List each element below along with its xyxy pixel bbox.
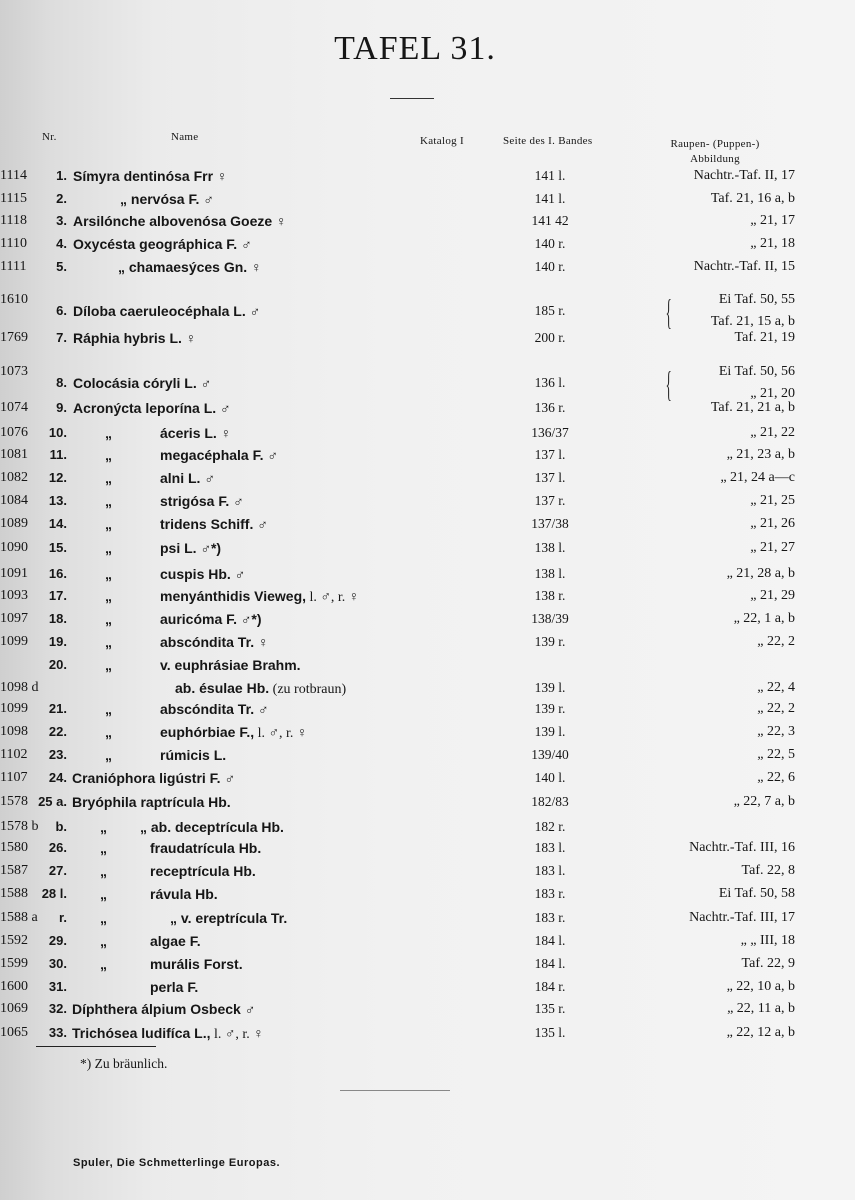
brace-mark: { (665, 364, 672, 404)
raupen-cell-second: Taf. 21, 15 a, b (710, 314, 795, 329)
species-name-text: rávula Hb. (150, 886, 218, 902)
katalog-cell: 1107 (0, 770, 28, 785)
species-name-text: „ nervósa F. ♂ (120, 191, 214, 207)
katalog-cell: 1073 (0, 364, 28, 379)
species-name-text: receptrícula Hb. (150, 863, 256, 879)
species-name-text: Trichósea ludifíca L., (72, 1025, 211, 1041)
table-row (0, 933, 855, 955)
ditto-mark: „ (105, 634, 112, 650)
table-row (0, 425, 855, 447)
species-name-note: l. ♂, r. ♀ (306, 590, 360, 605)
row-number: 31. (48, 979, 67, 994)
seite-cell: 138 l. (534, 540, 566, 555)
species-name (160, 566, 245, 582)
species-name-text: psi L. ♂*) (160, 540, 222, 556)
raupen-cell: „ „ III, 18 (740, 933, 795, 948)
katalog-cell: 1089 (0, 516, 28, 531)
row-number: 32. (48, 1001, 67, 1016)
table-row (0, 540, 855, 562)
table-row (0, 794, 855, 816)
row-number: 11. (49, 447, 67, 462)
row-number: 7. (56, 330, 67, 345)
species-name-text: „ ab. deceptrícula Hb. (140, 819, 284, 835)
table-row (0, 1025, 855, 1047)
species-name-note: l. ♂, r. ♀ (254, 726, 308, 741)
header-nr: Nr. (42, 131, 57, 143)
seite-cell: 141 l. (534, 168, 566, 183)
species-name-text: fraudatrícula Hb. (150, 840, 262, 856)
katalog-cell: 1090 (0, 540, 28, 555)
row-number: 24. (48, 770, 67, 785)
seite-cell: 137/38 (531, 516, 569, 531)
seite-cell: 184 r. (534, 979, 566, 994)
species-name (160, 425, 231, 441)
row-number: 2. (56, 191, 67, 206)
katalog-cell: 1592 (0, 933, 28, 948)
katalog-cell: 1093 (0, 588, 28, 603)
katalog-cell: 1069 (0, 1001, 28, 1016)
row-number: 14. (48, 516, 67, 531)
seite-cell: 141 l. (534, 191, 566, 206)
ditto-mark: „ (105, 447, 112, 463)
seite-cell: 184 l. (534, 933, 566, 948)
brace-mark: { (665, 292, 672, 332)
species-name-text: ab. ésulae Hb. (175, 680, 270, 696)
header-seite: Seite des I. Bandes (503, 135, 593, 147)
seite-cell: 139/40 (531, 747, 569, 762)
species-name-text: perla F. (150, 979, 199, 995)
katalog-cell: 1599 (0, 956, 28, 971)
raupen-cell: „ 22, 4 (757, 680, 795, 695)
row-number: 27. (48, 863, 67, 878)
table-row (0, 236, 855, 258)
table-row (0, 400, 855, 422)
katalog-cell: 1102 (0, 747, 28, 762)
katalog-cell: 1082 (0, 470, 28, 485)
seite-cell: 137 r. (534, 493, 566, 508)
seite-cell: 137 l. (534, 447, 566, 462)
header-katalog: Katalog I (420, 135, 464, 147)
species-name-text: tridens Schiff. ♂ (160, 516, 268, 532)
species-name (150, 863, 256, 879)
species-name (160, 540, 221, 556)
species-name-text: Símyra dentinósa Frr ♀ (73, 168, 228, 184)
footer-publisher: Spuler, Die Schmetterlinge Europas. (73, 1157, 280, 1169)
row-number: 19. (48, 634, 67, 649)
seite-cell: 182 r. (534, 819, 566, 834)
raupen-cell: „ 22, 6 (757, 770, 795, 785)
species-name-text: megacéphala F. ♂ (160, 447, 278, 463)
raupen-cell: Ei Taf. 50, 58 (718, 886, 795, 901)
katalog-cell: 1578 b (0, 819, 39, 834)
species-name (72, 770, 235, 786)
seite-cell: 185 r. (534, 303, 566, 318)
species-name (73, 330, 196, 346)
table-row (0, 447, 855, 469)
row-number: 10. (48, 425, 67, 440)
species-name (150, 840, 261, 856)
species-name-text: Díloba caeruleocéphala L. ♂ (73, 303, 261, 319)
katalog-cell: 1578 (0, 794, 28, 809)
ditto-mark: „ (100, 933, 107, 949)
species-name (160, 657, 301, 673)
seite-cell: 137 l. (534, 470, 566, 485)
raupen-cell-second: „ 21, 20 (750, 386, 795, 401)
seite-cell: 135 r. (534, 1001, 566, 1016)
species-name (72, 1025, 264, 1043)
species-name-text: „ chamaesýces Gn. ♀ (118, 259, 262, 275)
seite-cell: 136/37 (531, 425, 569, 440)
ditto-mark: „ (105, 425, 112, 441)
raupen-cell: Nachtr.-Taf. III, 17 (689, 910, 795, 925)
seite-cell: 184 l. (534, 956, 566, 971)
species-name (160, 470, 215, 486)
row-number: 4. (56, 236, 67, 251)
species-name (160, 447, 278, 463)
species-name (73, 213, 287, 229)
raupen-cell: „ 22, 11 a, b (727, 1001, 795, 1016)
katalog-cell: 1091 (0, 566, 28, 581)
species-name (160, 588, 359, 606)
table-row (0, 657, 855, 679)
species-name (170, 910, 287, 926)
table-row (0, 910, 855, 932)
katalog-cell: 1098 d (0, 680, 39, 695)
table-row (0, 611, 855, 633)
bottom-rule (340, 1090, 450, 1091)
species-name (73, 375, 211, 391)
katalog-cell: 1110 (0, 236, 27, 251)
species-name-text: auricóma F. ♂*) (160, 611, 262, 627)
raupen-cell: Taf. 21, 19 (734, 330, 795, 345)
species-name-text: Ráphia hybris L. ♀ (73, 330, 197, 346)
table-row (0, 168, 855, 190)
ditto-mark: „ (100, 910, 107, 926)
katalog-cell: 1769 (0, 330, 28, 345)
species-name-text: v. euphrásiae Brahm. (160, 657, 301, 673)
table-row (0, 191, 855, 213)
species-name-note: l. ♂, r. ♀ (210, 1027, 264, 1042)
katalog-cell: 1097 (0, 611, 28, 626)
raupen-cell: „ 22, 5 (757, 747, 795, 762)
katalog-cell: 1588 a (0, 910, 38, 925)
species-name (73, 168, 227, 184)
raupen-cell: „ 22, 2 (757, 701, 795, 716)
seite-cell: 138 r. (534, 588, 566, 603)
seite-cell: 135 l. (534, 1025, 566, 1040)
row-number: 33. (48, 1025, 67, 1040)
species-name-text: „ v. ereptrícula Tr. (170, 910, 288, 926)
katalog-cell: 1076 (0, 425, 28, 440)
katalog-cell: 1099 (0, 634, 28, 649)
raupen-cell: „ 21, 22 (750, 425, 795, 440)
row-number: 25 a. (38, 794, 67, 809)
row-number: 15. (48, 540, 67, 555)
raupen-cell: Ei Taf. 50, 55 (718, 292, 795, 307)
raupen-cell: „ 21, 17 (750, 213, 795, 228)
row-number: 18. (48, 611, 67, 626)
table-row (0, 701, 855, 723)
page-title: TAFEL 31. (334, 30, 496, 67)
table-row (0, 863, 855, 885)
species-name (150, 956, 243, 972)
species-name-text: Díphthera álpium Osbeck ♂ (72, 1001, 256, 1017)
seite-cell: 139 r. (534, 701, 566, 716)
katalog-cell: 1118 (0, 213, 27, 228)
species-name (140, 819, 284, 835)
seite-cell: 140 l. (534, 770, 566, 785)
katalog-cell: 1065 (0, 1025, 28, 1040)
row-number: 9. (56, 400, 67, 415)
species-name-text: Acronýcta leporína L. ♂ (73, 400, 231, 416)
ditto-mark: „ (105, 566, 112, 582)
ditto-mark: „ (100, 886, 107, 902)
raupen-cell: „ 22, 7 a, b (733, 794, 795, 809)
ditto-mark: „ (105, 540, 112, 556)
species-name (150, 886, 218, 902)
raupen-cell: „ 21, 24 a—c (720, 470, 795, 485)
table-row (0, 956, 855, 978)
header-raupen: Raupen- (Puppen-) Abbildung (670, 138, 760, 165)
species-name (160, 634, 269, 650)
row-number: r. (59, 910, 67, 925)
katalog-cell: 1114 (0, 168, 27, 183)
raupen-cell: „ 22, 12 a, b (726, 1025, 795, 1040)
species-name (160, 701, 269, 717)
raupen-cell: „ 21, 18 (750, 236, 795, 251)
table-row (0, 259, 855, 281)
katalog-cell: 1610 (0, 292, 28, 307)
table-row (0, 770, 855, 792)
seite-cell: 183 r. (534, 910, 566, 925)
table-row (0, 566, 855, 588)
species-name (73, 236, 252, 252)
row-number: 26. (48, 840, 67, 855)
species-name (160, 724, 307, 742)
table-row (0, 493, 855, 515)
row-number: b. (55, 819, 67, 834)
raupen-cell: „ 21, 26 (750, 516, 795, 531)
table-row (0, 588, 855, 610)
katalog-cell: 1580 (0, 840, 28, 855)
row-number: 29. (48, 933, 67, 948)
species-name (120, 191, 214, 207)
species-name (150, 979, 198, 995)
ditto-mark: „ (105, 493, 112, 509)
row-number: 12. (48, 470, 67, 485)
seite-cell: 183 r. (534, 886, 566, 901)
seite-cell: 140 r. (534, 259, 566, 274)
species-name-text: Colocásia córyli L. ♂ (73, 375, 212, 391)
seite-cell: 182/83 (531, 794, 569, 809)
katalog-cell: 1587 (0, 863, 28, 878)
table-row (0, 680, 855, 702)
raupen-cell: „ 21, 23 a, b (726, 447, 795, 462)
species-name-text: alni L. ♂ (160, 470, 215, 486)
species-name-text: abscóndita Tr. ♀ (160, 634, 269, 650)
species-name-text: rúmicis L. (160, 747, 227, 763)
raupen-cell: „ 22, 3 (757, 724, 795, 739)
katalog-cell: 1115 (0, 191, 27, 206)
species-name (73, 400, 231, 416)
species-name (160, 747, 226, 763)
ditto-mark: „ (100, 956, 107, 972)
seite-cell: 183 l. (534, 840, 566, 855)
table-row (0, 292, 855, 332)
ditto-mark: „ (100, 863, 107, 879)
species-name (72, 794, 231, 810)
species-name-text: murális Forst. (150, 956, 243, 972)
raupen-cell: „ 21, 28 a, b (726, 566, 795, 581)
katalog-cell: 1081 (0, 447, 28, 462)
row-number: 22. (48, 724, 67, 739)
raupen-cell: Taf. 21, 21 a, b (710, 400, 795, 415)
katalog-cell: 1588 (0, 886, 28, 901)
ditto-mark: „ (105, 516, 112, 532)
species-name-text: Arsilónche albovenósa Goeze ♀ (73, 213, 287, 229)
raupen-cell: „ 21, 29 (750, 588, 795, 603)
species-name-text: euphórbiae F., (160, 724, 255, 740)
raupen-cell: Nachtr.-Taf. III, 16 (689, 840, 795, 855)
row-number: 30. (48, 956, 67, 971)
species-name (150, 933, 201, 949)
species-name-text: strigósa F. ♂ (160, 493, 244, 509)
katalog-cell: 1099 (0, 701, 28, 716)
species-name-text: cuspis Hb. ♂ (160, 566, 246, 582)
raupen-cell: Taf. 22, 9 (741, 956, 795, 971)
katalog-cell: 1098 (0, 724, 28, 739)
seite-cell: 200 r. (534, 330, 566, 345)
header-name: Name (171, 131, 199, 143)
species-name-text: áceris L. ♀ (160, 425, 232, 441)
species-name-text: menyánthidis Vieweg, (160, 588, 307, 604)
footnote: *) Zu bräunlich. (80, 1056, 168, 1071)
table-row (0, 819, 855, 841)
species-name-text: algae F. (150, 933, 201, 949)
table-row (0, 886, 855, 908)
species-name (72, 1001, 255, 1017)
row-number: 1. (56, 168, 67, 183)
row-number: 21. (48, 701, 67, 716)
table-row (0, 1001, 855, 1023)
row-number: 8. (56, 375, 67, 390)
table-row (0, 516, 855, 538)
table-row (0, 840, 855, 862)
species-name-text: Bryóphila raptrícula Hb. (72, 794, 231, 810)
seite-cell: 139 r. (534, 634, 566, 649)
seite-cell: 141 42 (531, 213, 569, 228)
species-name-note: (zu rotbraun) (269, 682, 347, 697)
table-row (0, 213, 855, 235)
seite-cell: 138/39 (531, 611, 569, 626)
species-name-text: Oxycésta geográphica F. ♂ (73, 236, 252, 252)
table-row (0, 724, 855, 746)
table-row (0, 634, 855, 656)
ditto-mark: „ (105, 588, 112, 604)
species-name (73, 303, 260, 319)
raupen-cell: „ 22, 2 (757, 634, 795, 649)
species-name (160, 493, 244, 509)
seite-cell: 139 l. (534, 724, 566, 739)
table-row (0, 979, 855, 1001)
ditto-mark: „ (105, 657, 112, 673)
seite-cell: 140 r. (534, 236, 566, 251)
raupen-cell: Nachtr.-Taf. II, 15 (693, 259, 795, 274)
species-name (160, 611, 262, 627)
katalog-cell: 1600 (0, 979, 28, 994)
raupen-cell: Taf. 21, 16 a, b (710, 191, 795, 206)
species-name (175, 680, 346, 698)
row-number: 16. (48, 566, 67, 581)
species-name-text: abscóndita Tr. ♂ (160, 701, 269, 717)
seite-cell: 183 l. (534, 863, 566, 878)
raupen-cell: „ 21, 25 (750, 493, 795, 508)
species-name (160, 516, 268, 532)
table-row (0, 470, 855, 492)
seite-cell: 139 l. (534, 680, 566, 695)
row-number: 17. (48, 588, 67, 603)
table-row (0, 747, 855, 769)
ditto-mark: „ (105, 724, 112, 740)
seite-cell: 136 r. (534, 400, 566, 415)
title-rule (390, 98, 434, 99)
table-row (0, 330, 855, 352)
raupen-cell: Ei Taf. 50, 56 (718, 364, 795, 379)
ditto-mark: „ (105, 470, 112, 486)
raupen-cell: „ 21, 27 (750, 540, 795, 555)
katalog-cell: 1084 (0, 493, 28, 508)
row-number: 23. (48, 747, 67, 762)
raupen-cell: „ 22, 1 a, b (733, 611, 795, 626)
row-number: 13. (48, 493, 67, 508)
katalog-cell: 1111 (0, 259, 27, 274)
ditto-mark: „ (105, 747, 112, 763)
species-name-text: Cranióphora ligústri F. ♂ (72, 770, 235, 786)
ditto-mark: „ (105, 611, 112, 627)
seite-cell: 136 l. (534, 375, 566, 390)
footnote-rule (36, 1046, 156, 1047)
ditto-mark: „ (105, 701, 112, 717)
ditto-mark: „ (100, 840, 107, 856)
species-name (118, 259, 262, 275)
ditto-mark: „ (100, 819, 107, 835)
row-number: 3. (56, 213, 67, 228)
raupen-cell: Nachtr.-Taf. II, 17 (693, 168, 795, 183)
row-number: 6. (56, 303, 67, 318)
row-number: 5. (56, 259, 67, 274)
raupen-cell: Taf. 22, 8 (741, 863, 795, 878)
raupen-cell: „ 22, 10 a, b (726, 979, 795, 994)
row-number: 20. (48, 657, 67, 672)
seite-cell: 138 l. (534, 566, 566, 581)
table-row (0, 364, 855, 404)
row-number: 28 l. (41, 886, 67, 901)
katalog-cell: 1074 (0, 400, 28, 415)
